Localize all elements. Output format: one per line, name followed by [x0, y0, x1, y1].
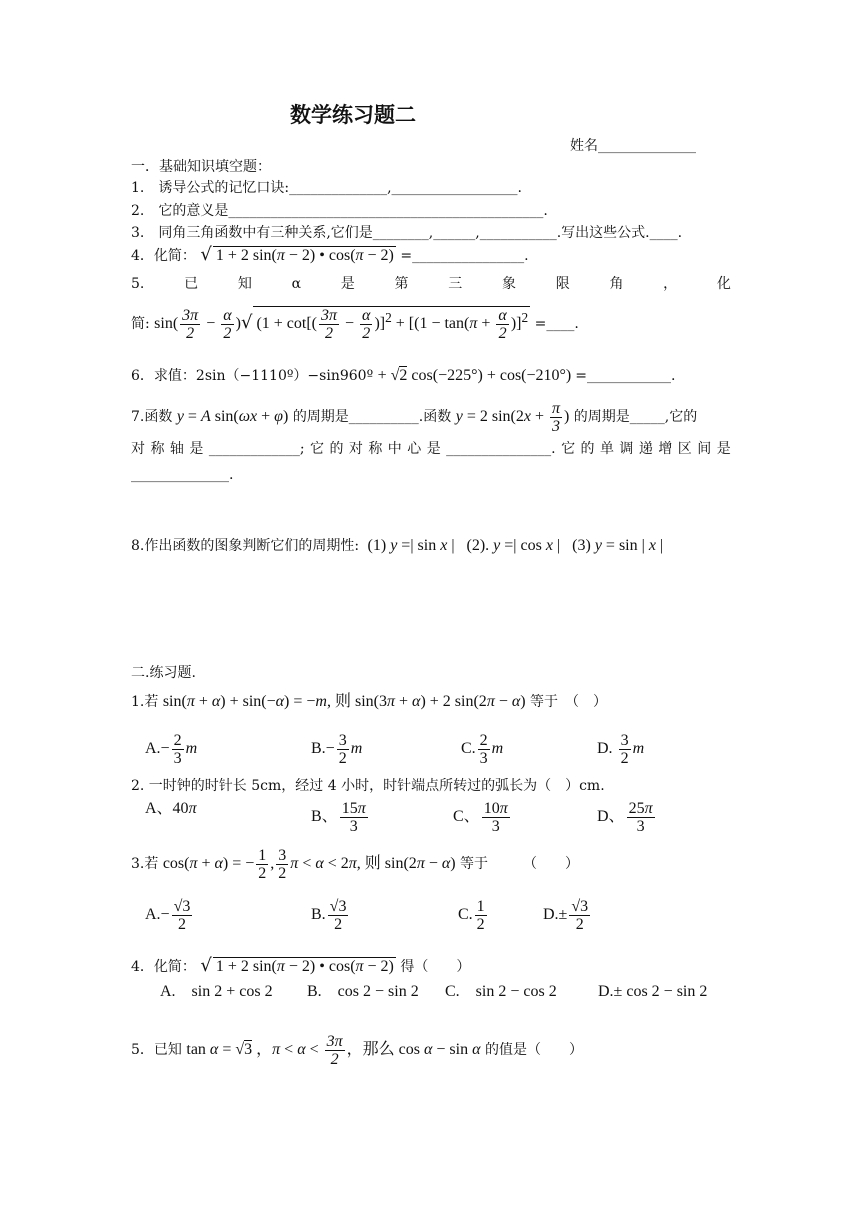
question-7-char: 间	[697, 441, 712, 457]
question-7-char: 调	[619, 441, 634, 457]
option-b: B、 $\frac{15\pi}{3}$	[311, 800, 366, 835]
question-7-char: 它	[561, 441, 576, 457]
math-expression: 1 + 2 sin(π − 2) • cos(π − 2)	[213, 957, 396, 976]
question-7-char: 增	[658, 441, 673, 457]
question-5-char: 象	[501, 276, 516, 292]
option-c: C. $\frac{2}{3}$ m	[461, 732, 504, 767]
question-5-char: 角	[609, 276, 624, 292]
question-7-char: 中	[387, 441, 402, 457]
math-expression: y = A sin(ωx + φ)	[176, 408, 289, 426]
question-5-char: 是	[340, 276, 355, 292]
option-a: A. sin 2 + cos 2	[160, 983, 273, 1000]
option-c: C. $\frac{1}{2}$	[458, 898, 485, 933]
question-7-char: 是	[189, 441, 204, 457]
question-4: 4．化简： √ 1 + 2 sin(π − 2) • cos(π − 2) =________________.	[131, 244, 529, 265]
question-7-char: 它	[309, 441, 324, 457]
option-b: B.− $\frac{3}{2}$ m	[311, 732, 363, 767]
option-d: D. $\frac{3}{2}$ m	[597, 732, 645, 767]
question-7-char: 心	[407, 441, 422, 457]
question-7-char: 对	[131, 441, 145, 457]
math-expression: sin( $\frac{3\pi}{2}$ − $\frac{\alpha}{2}$ )√ (1 + cot[( $\frac{3\pi}{2}$ − $\frac{\alpha}{2}$ )]$^2$ + [(1 − tan(π + $\frac{\alpha}{2}$ )]$^2$	[154, 307, 529, 342]
question-5-char: 限	[555, 276, 570, 292]
question-7-char: 称	[150, 441, 165, 457]
math-expression: cos(π + α) = − $\frac{1}{2}$ , $\frac{3}{2}$ π < α < 2π, 则 sin(2π − α)	[162, 847, 456, 882]
question-5-char: 三	[448, 276, 463, 292]
question-5-line2: 简: sin( $\frac{3\pi}{2}$ − $\frac{\alpha}{2}$ )√ (1 + cot[( $\frac{3\pi}{2}$ − $\frac{\alpha}{2}$ )]$^2$ + [(1 − tan(π + $\frac{\alpha}{2}$ )]$^2$ =____.	[131, 307, 579, 342]
question-7-char: 是	[426, 441, 441, 457]
option-d: D、 $\frac{25\pi}{3}$	[597, 800, 653, 835]
option-b: B. $\frac{√3}{2}$	[311, 898, 347, 933]
question-7-char: 单	[599, 441, 614, 457]
question-5-char: 知	[237, 276, 252, 292]
exercise-4: 4．化简： √ 1 + 2 sin(π − 2) • cos(π − 2) 得（ ）	[131, 955, 471, 976]
question-5-line1	[131, 275, 731, 293]
math-expression: 1 + 2 sin(π − 2) • cos(π − 2)	[213, 246, 396, 265]
question-5-char: 已	[184, 276, 199, 292]
option-b: B. cos 2 − sin 2	[307, 983, 419, 1000]
section-heading-exercises: 二.练习题.	[131, 665, 196, 681]
question-7-char: 对	[348, 441, 363, 457]
option-a: A、40π	[145, 800, 197, 817]
name-field: 姓名______________	[570, 138, 696, 154]
question-7-char: 递	[638, 441, 653, 457]
question-7-char: 轴	[169, 441, 184, 457]
question-7-char: 的	[329, 441, 344, 457]
exercise-5: 5．已知 tan α = √3 ，π < α < $\frac{3\pi}{2}$ ，那么 cos α − sin α 的值是（ ）	[131, 1033, 583, 1068]
question-5-char: α	[291, 276, 302, 292]
section-heading-basics: 一．基础知识填空题：	[131, 159, 271, 175]
question-7-char: _____________;	[208, 441, 305, 457]
question-7-line3: ______________.	[131, 467, 234, 483]
option-c: C、 $\frac{10\pi}{3}$	[453, 800, 508, 835]
question-8: 8.作出函数的图象判断它们的周期性: (1) y =| sin x | (2). y =| cos x | (3) y = sin | x |	[131, 537, 664, 554]
exercise-2: 2. 一时钟的时针长 5cm，经过 4 小时，时针端点所转过的弧长为（ ）cm.	[131, 778, 605, 794]
question-5-char: 第	[394, 276, 409, 292]
question-5-char: 5.	[131, 276, 145, 292]
exercise-1: 1.若 sin(π + α) + sin(−α) = −m, 则 sin(3π + α) + 2 sin(2π − α) 等于 （ ）	[131, 693, 608, 710]
math-expression: y = 2 sin(2x + $\frac{\pi}{3}$ )	[455, 400, 570, 435]
math-expression: (1) y =| sin x | (2). y =| cos x | (3) y = sin | x |	[363, 537, 664, 554]
question-7-char: 称	[368, 441, 383, 457]
question-6: 6．求值：2sin（−1110º）−sin960º + √2 cos(−225°) + cos(−210°) =____________.	[131, 367, 676, 384]
page-title: 数学练习题二	[290, 103, 416, 127]
question-3: 3. 同角三角函数中有三种关系,它们是________,______,___________.写出这些公式.____.	[131, 225, 683, 241]
option-c: C. sin 2 − cos 2	[445, 983, 557, 1000]
question-7-char: 区	[677, 441, 692, 457]
math-expression: + √2 cos(−225°) + cos(−210°)	[377, 367, 576, 384]
question-5-char: ，	[663, 276, 678, 292]
question-2: 2. 它的意义是_____________________________________________.	[131, 203, 548, 219]
exercise-3: 3.若 cos(π + α) = − $\frac{1}{2}$ , $\frac{3}{2}$ π < α < 2π, 则 sin(2π − α) 等于 （ ）	[131, 847, 580, 882]
question-1: 1. 诱导公式的记忆口诀:______________,__________________.	[131, 180, 522, 196]
option-a: A.− $\frac{√3}{2}$	[145, 898, 191, 933]
question-7-char: _______________.	[446, 441, 556, 457]
question-7-char: 是	[716, 441, 731, 457]
option-d: D.± cos 2 − sin 2	[598, 983, 708, 1000]
option-a: A.− $\frac{2}{3}$ m	[145, 732, 198, 767]
option-d: D.± $\frac{√3}{2}$	[543, 898, 589, 933]
question-5-char: 化	[716, 276, 731, 292]
math-expression: sin(π + α) + sin(−α) = −m, 则 sin(3π + α) + 2 sin(2π − α)	[162, 693, 526, 710]
question-7-char: 的	[580, 441, 595, 457]
question-7-line1: 7.函数 y = A sin(ωx + φ) 的周期是__________.函数 y = 2 sin(2x + $\frac{\pi}{3}$ ) 的周期是_____,它的	[131, 400, 698, 435]
math-expression: tan α = √3 ，π < α < $\frac{3\pi}{2}$ ，那么 cos α − sin α	[186, 1033, 481, 1068]
question-7-line2	[131, 440, 731, 458]
